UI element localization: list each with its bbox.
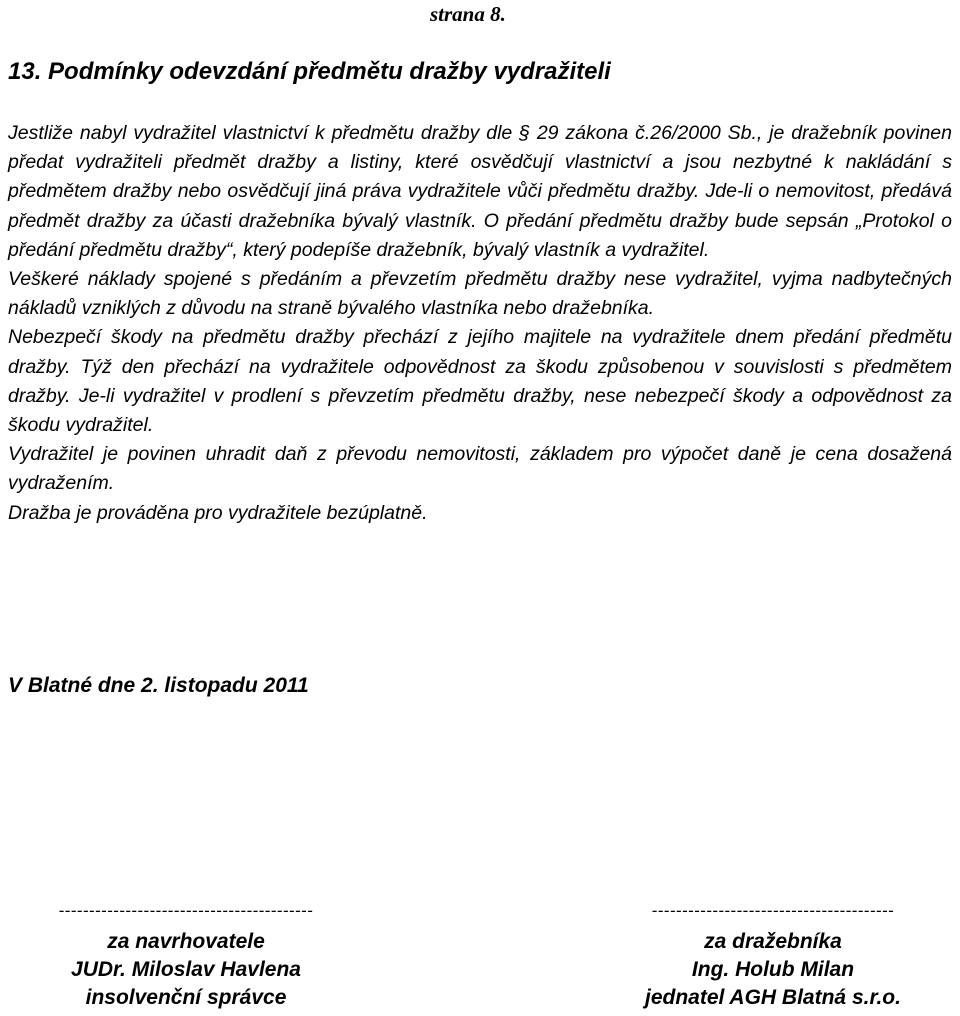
paragraph-free-of-charge: Dražba je prováděna pro vydražitele bezúplatně. xyxy=(8,501,428,524)
section-body xyxy=(8,119,952,528)
paragraph-tax: Vydražitel je povinen uhradit daň z převodu nemovitosti, základem pro výpočet daně je cena dosažená vydražením. xyxy=(8,443,952,495)
paragraph-risk: Nebezpečí škody na předmětu dražby přechází z jejího majitele na vydražitele dnem předání předmětu dražby. Týž den přechází na vydražitele odpovědnost za škodu způsobenou v souvislosti s předmětem dražby. Je-li vydražitel v prodlení s převzetím předmětu dražby, nese nebezpečí škody a odpovědnost za škodu vydražitel. xyxy=(8,326,952,437)
signature-line: ------------------------------------------ xyxy=(58,901,314,920)
signature-block-left xyxy=(8,900,364,1012)
paragraph-costs: Veškeré náklady spojené s předáním a převzetím předmětu dražby nese vydražitel, vyjma nadbytečných nákladů vzniklých z důvodu na straně bývalého vlastníka nebo dražebníka. xyxy=(8,268,952,320)
section-heading: 13. Podmínky odevzdání předmětu dražby vydražiteli xyxy=(8,58,611,85)
paragraph-handover: Jestliže nabyl vydražitel vlastnictví k předmětu dražby dle § 29 zákona č.26/2000 Sb., je dražebník povinen předat vydražiteli předmět dražby a listiny, které osvědčují vlastnictví a jsou nezbytné k nakládání s předmětem dražby nebo osvědčují jiná práva vydražitele vůči předmětu dražby. Jde-li o nemovitost, předává předmět dražby za účasti dražebníka bývalý vlastník. O předání předmětu dražby bude sepsán „Protokol o předání předmětu dražby“, který podepíše dražebník, bývalý vlastník a vydražitel. xyxy=(8,122,952,261)
signature-role: za dražebníka xyxy=(704,930,842,953)
signature-name: JUDr. Miloslav Havlena xyxy=(71,958,301,981)
signature-role: za navrhovatele xyxy=(107,930,265,953)
signature-name: Ing. Holub Milan xyxy=(691,958,855,981)
signature-line: ---------------------------------------- xyxy=(651,901,895,920)
signature-title: jednatel AGH Blatná s.r.o. xyxy=(645,986,901,1009)
date-line: V Blatné dne 2. listopadu 2011 xyxy=(8,674,309,697)
page-number: strana 8. xyxy=(430,2,506,26)
signature-block-right xyxy=(602,900,944,1012)
signature-title: insolvenční správce xyxy=(85,986,287,1009)
